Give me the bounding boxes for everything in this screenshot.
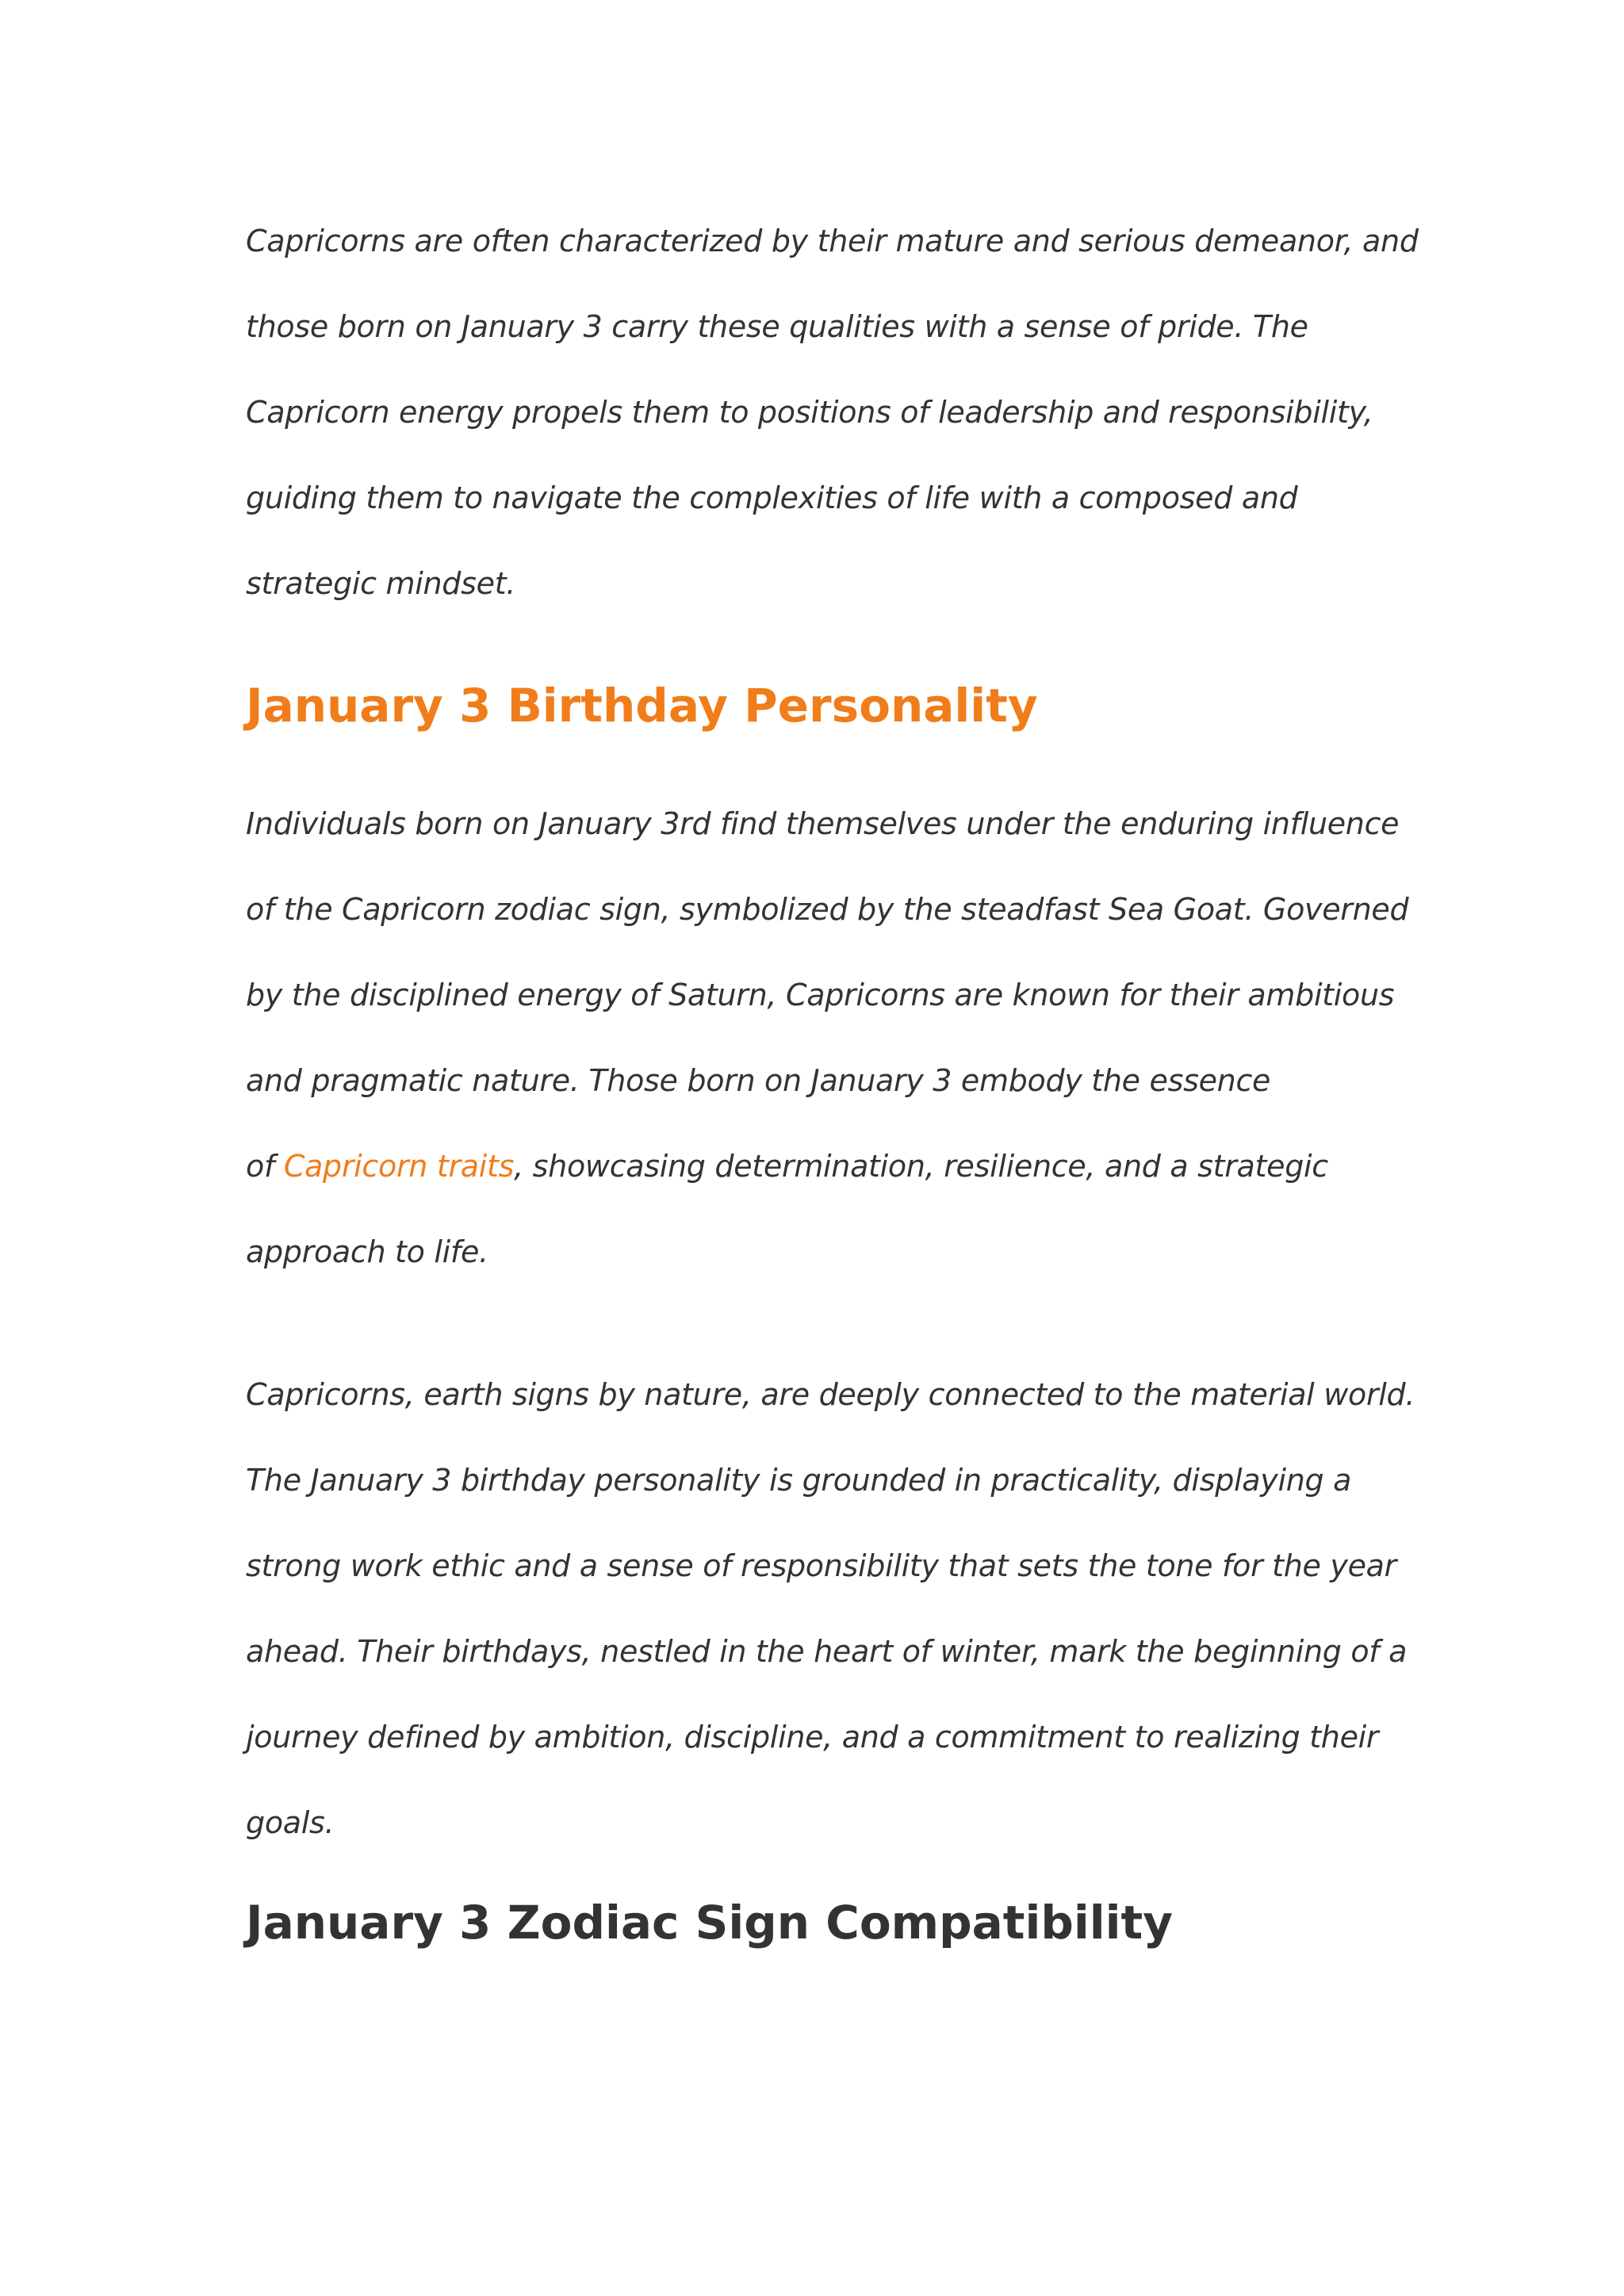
paragraph-line: The January 3 birthday personality is grounded in practicality, displaying a	[246, 1463, 1352, 1498]
link-suffix-text: , showcasing determination, resilience, and a strategic	[514, 1149, 1328, 1184]
paragraph-line: approach to life.	[246, 1234, 488, 1269]
paragraph-line-with-link	[246, 1123, 1388, 1209]
personality-paragraph	[246, 781, 1409, 1295]
paragraph-line: those born on January 3 carry these qualities with a sense of pride. The	[246, 309, 1308, 344]
paragraph-line: strong work ethic and a sense of responsibility that sets the tone for the year	[246, 1548, 1396, 1583]
paragraph-line: goals.	[246, 1805, 335, 1840]
paragraph-line: Capricorns, earth signs by nature, are deeply connected to the material world.	[246, 1377, 1415, 1412]
paragraph-line: guiding them to navigate the complexities of life with a composed and	[246, 480, 1298, 515]
paragraph-line: Individuals born on January 3rd find themselves under the enduring influence	[246, 806, 1400, 841]
paragraph-line: of the Capricorn zodiac sign, symbolized by the steadfast Sea Goat. Governed	[246, 892, 1409, 927]
birthday-personality-heading: January 3 Birthday Personality	[246, 679, 1038, 733]
intro-paragraph	[246, 198, 1419, 626]
zodiac-compatibility-heading: January 3 Zodiac Sign Compatibility	[246, 1896, 1174, 1950]
paragraph-line: strategic mindset.	[246, 566, 516, 601]
paragraph-line: and pragmatic nature. Those born on January 3 embody the essence	[246, 1063, 1271, 1098]
paragraph-line: ahead. Their birthdays, nestled in the heart of winter, mark the beginning of a	[246, 1634, 1408, 1669]
paragraph-line: Capricorn energy propels them to positions of leadership and responsibility,	[246, 395, 1373, 430]
capricorn-traits-link[interactable]: Capricorn traits	[283, 1149, 515, 1184]
link-prefix-text: of	[246, 1149, 284, 1184]
paragraph-line: Capricorns are often characterized by their mature and serious demeanor, and	[246, 224, 1419, 258]
paragraph-line: by the disciplined energy of Saturn, Capricorns are known for their ambitious	[246, 978, 1395, 1012]
paragraph-line: journey defined by ambition, discipline, and a commitment to realizing their	[246, 1720, 1379, 1755]
earth-sign-paragraph	[246, 1352, 1415, 1866]
